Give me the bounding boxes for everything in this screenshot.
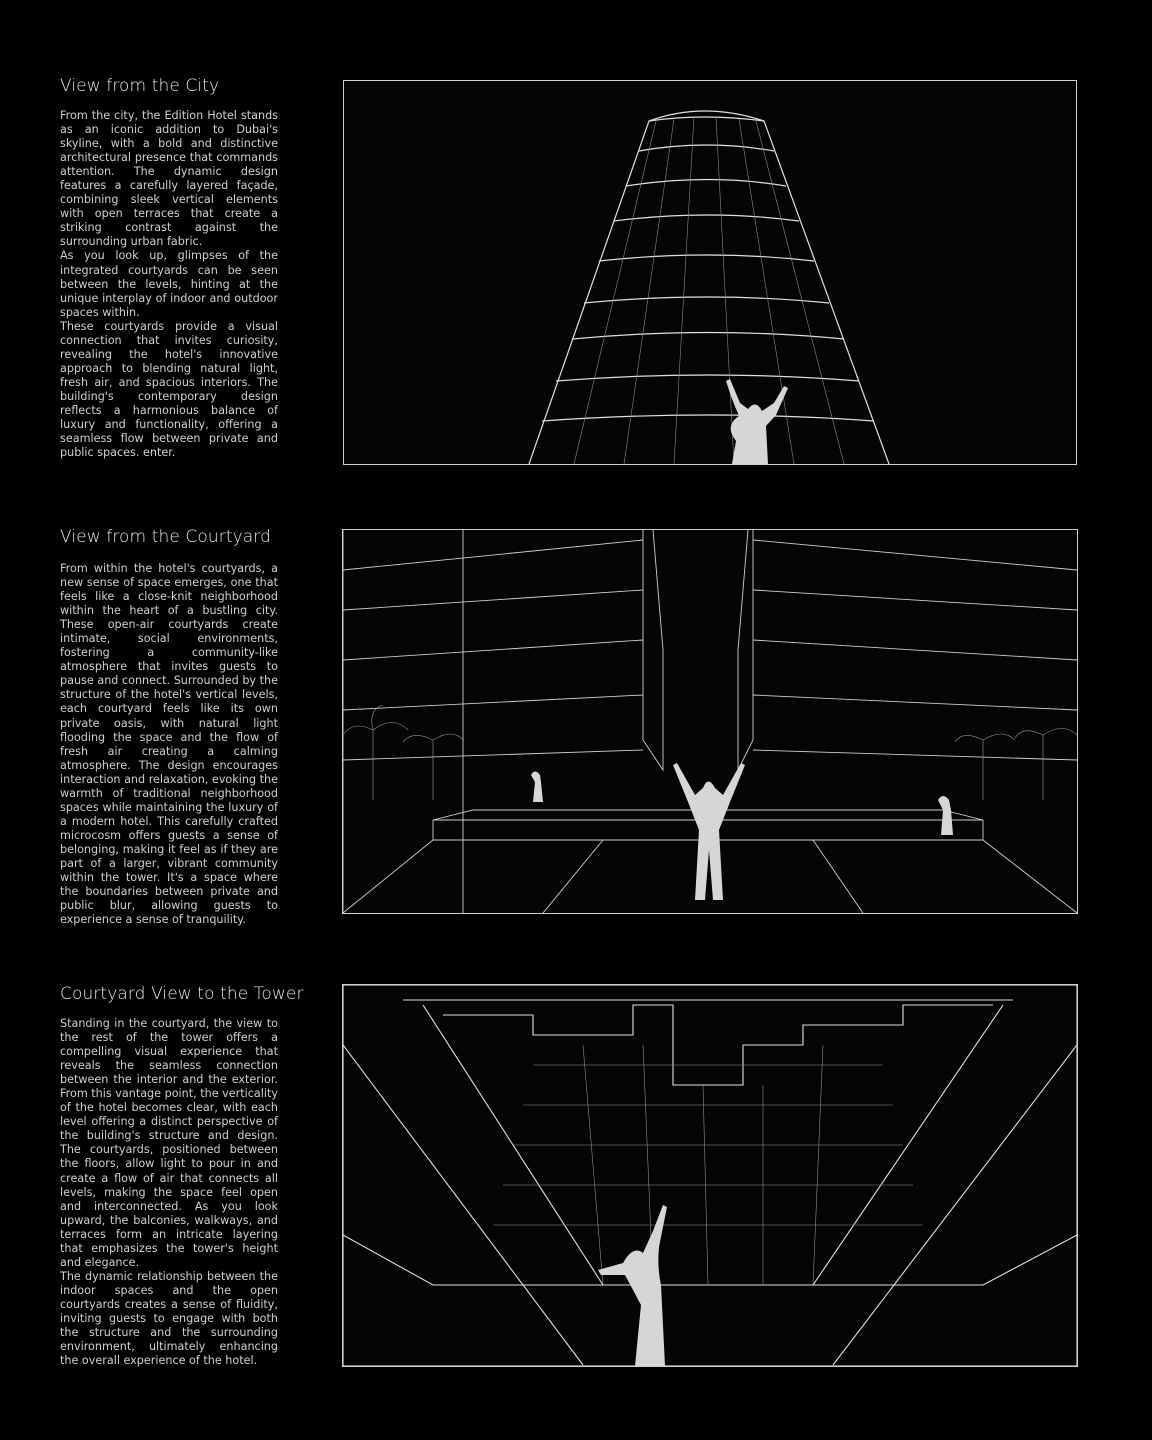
tower-view-render xyxy=(342,984,1078,1367)
person-silhouette xyxy=(673,763,745,900)
section-2-title: View from the Courtyard xyxy=(60,527,271,547)
person-silhouette xyxy=(726,379,788,464)
section-3-body: Standing in the courtyard, the view to the rest of the tower offers a compelling visual experience that reveals the seamless connection between the interior and the exterior. From this vantage point, the verticality of the hotel becomes clear, with each level offering a distinct perspective of the building's structure and design. The courtyards, positioned between the floors, allow light to pour in and create a flow of air that connects all levels, making the space feel open and interconnected. As you look upward, the balconies, walkways, and terraces form an intricate layering that emphasizes the tower's height and elegance. The dynamic relationship between the indoor spaces and the open courtyards creates a sense of fluidity, inviting guests to engage with both the structure and the surrounding environment, ultimately enhancing the overall experience of the hotel. xyxy=(60,1017,278,1368)
person-silhouette-small xyxy=(531,772,543,803)
section-1-title: View from the City xyxy=(60,76,220,96)
section-1-body: From the city, the Edition Hotel stands as an iconic addition to Dubai's skyline, with a bold and distinctive architectural presence that commands attention. The dynamic design features a carefully layered façade, combining sleek vertical elements with open terraces that create a striking contrast against the surrounding urban fabric. As you look up, glimpses of the integrated courtyards can be seen between the levels, hinting at the unique interplay of indoor and outdoor spaces within. These courtyards provide a visual connection that invites curiosity, revealing the hotel's innovative approach to blending natural light, fresh air, and spacious interiors. The building's contemporary design reflects a harmonious balance of luxury and functionality, offering a seamless flow between private and public spaces. enter. xyxy=(60,109,278,460)
tower-wireframe xyxy=(344,81,1076,464)
section-3-title: Courtyard View to the Tower xyxy=(60,984,304,1004)
person-silhouette-small xyxy=(938,796,953,835)
city-view-render xyxy=(343,80,1077,465)
courtyard-view-render xyxy=(342,529,1078,914)
courtyard-wireframe xyxy=(343,530,1077,913)
upward-wireframe xyxy=(343,985,1077,1366)
section-2-body: From within the hotel's courtyards, a new sense of space emerges, one that feels like a close-knit neighborhood within the heart of a bustling city. These open-air courtyards create intimate, social environments, fostering a community-like atmosphere that invites guests to pause and connect. Surrounded by the structure of the hotel's vertical levels, each courtyard feels like its own private oasis, with natural light flooding the space and the flow of fresh air creating a calming atmosphere. The design encourages interaction and relaxation, evoking the warmth of traditional neighborhood spaces while maintaining the luxury of a modern hotel. This carefully crafted microcosm offers guests a sense of belonging, making it feel as if they are part of a larger, vibrant community within the tower. It's a space where the boundaries between private and public blur, allowing guests to experience a sense of tranquility. xyxy=(60,562,278,927)
